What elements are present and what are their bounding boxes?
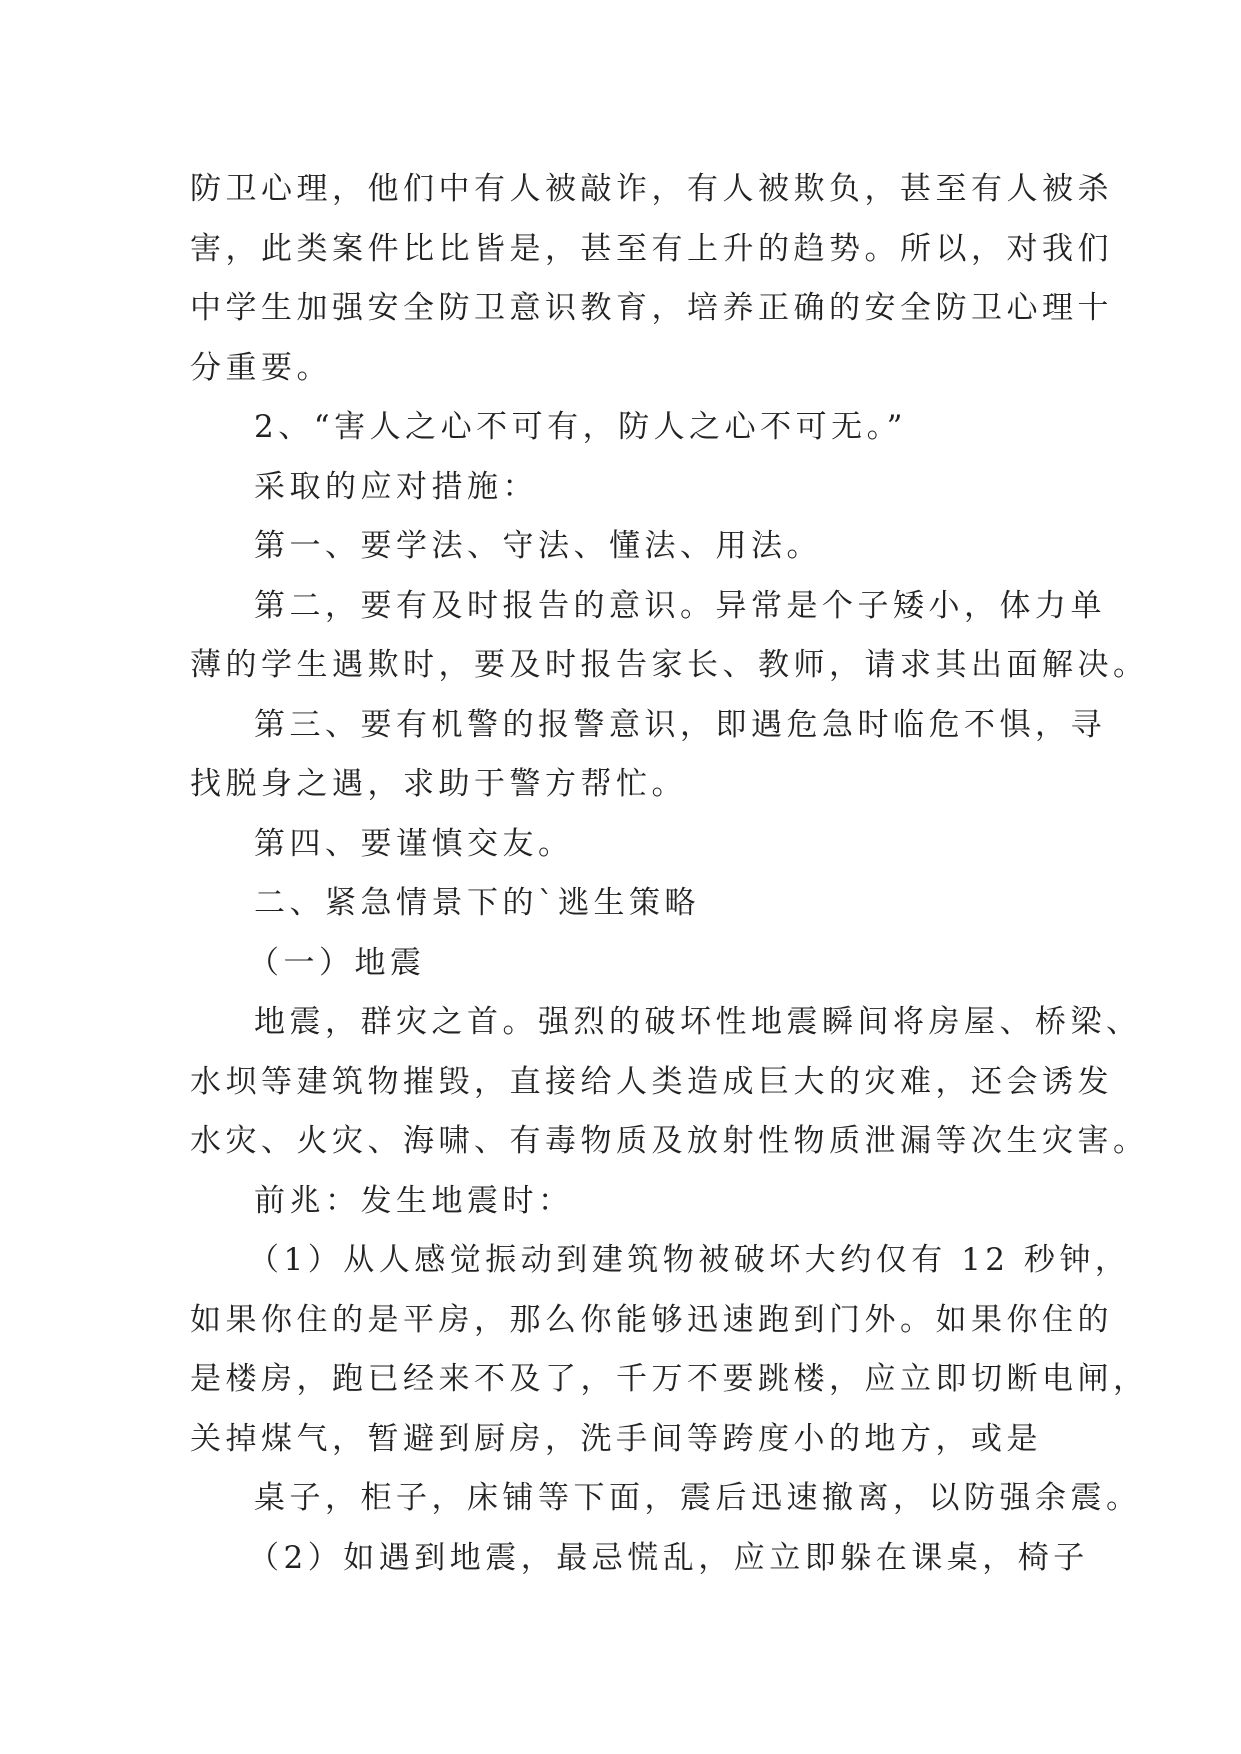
subsection-heading: （一）地震 — [248, 944, 426, 981]
text-line: 如果你住的是平房，那么你能够迅速跑到门外。如果你住的 — [190, 1301, 1113, 1338]
text-line: 水灾、火灾、海啸、有毒物质及放射性物质泄漏等次生灾害。 — [190, 1123, 1149, 1159]
text-line: 2、“害人之心不可有，防人之心不可无。” — [254, 409, 907, 445]
text-line: （1）从人感觉振动到建筑物被破坏大约仅有 12 秒钟， — [248, 1242, 1131, 1278]
text-line: 前兆：发生地震时： — [254, 1182, 574, 1219]
text-line: 分重要。 — [190, 349, 332, 386]
text-line: 薄的学生遇欺时，要及时报告家长、教师，请求其出面解决。 — [190, 647, 1149, 683]
text-line: 采取的应对措施： — [254, 468, 538, 505]
section-heading: 二、紧急情景下的`逃生策略 — [254, 885, 700, 921]
text-line: 防卫心理，他们中有人被敲诈，有人被欺负，甚至有人被杀 — [190, 171, 1113, 207]
text-line: 是楼房，跑已经来不及了，千万不要跳楼，应立即切断电闸， — [190, 1361, 1149, 1397]
text-line: 地震，群灾之首。强烈的破坏性地震瞬间将房屋、桥梁、 — [254, 1004, 1142, 1040]
text-line: 找脱身之遇，求助于警方帮忙。 — [190, 766, 687, 802]
text-line: 水坝等建筑物摧毁，直接给人类造成巨大的灾难，还会诱发 — [190, 1063, 1113, 1100]
text-line: 桌子，柜子，床铺等下面，震后迅速撤离，以防强余震。 — [254, 1480, 1142, 1516]
text-line: 害，此类案件比比皆是，甚至有上升的趋势。所以，对我们 — [190, 230, 1113, 267]
text-line: （2）如遇到地震，最忌慌乱，应立即躲在课桌，椅子 — [248, 1539, 1089, 1576]
text-line: 第四、要谨慎交友。 — [254, 825, 574, 862]
text-line: 第二，要有及时报告的意识。异常是个子矮小，体力单 — [254, 587, 1106, 624]
text-line: 中学生加强安全防卫意识教育，培养正确的安全防卫心理十 — [190, 290, 1113, 326]
document-body — [190, 160, 1149, 1588]
text-line: 第一、要学法、守法、懂法、用法。 — [254, 528, 822, 564]
text-line: 关掉煤气，暂避到厨房，洗手间等跨度小的地方，或是 — [190, 1420, 1042, 1457]
text-line: 第三、要有机警的报警意识，即遇危急时临危不惧，寻 — [254, 706, 1106, 743]
